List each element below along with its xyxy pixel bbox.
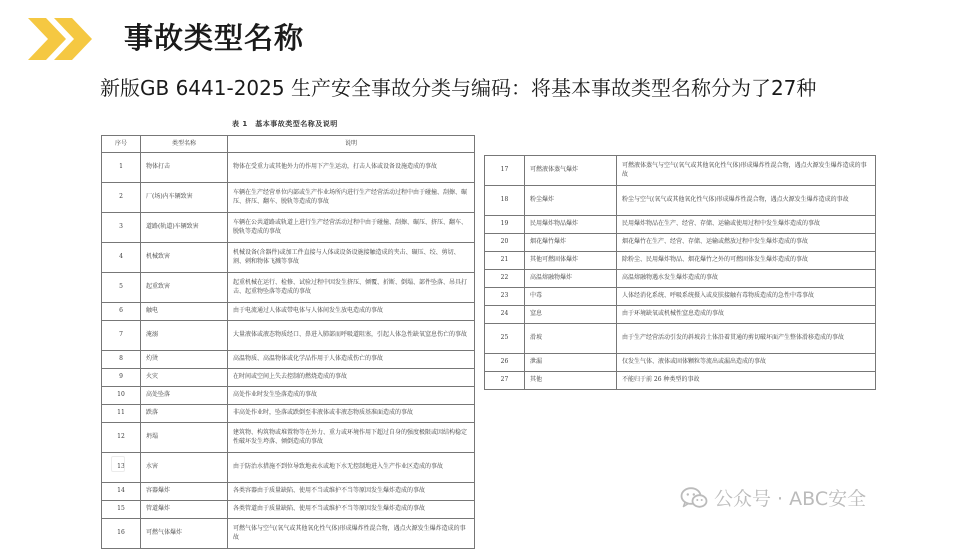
row-type-name: 物体打击 [141,153,228,183]
accident-type-table-left [101,135,475,549]
row-type-name: 水害 [141,453,228,483]
column-header-description: 说明 [228,136,475,153]
table-row [485,354,876,372]
table-row [485,156,876,186]
table-row [102,153,475,183]
row-description: 物体在受重力或其他外力的作用下产生运动，打击人体或设备设施造成的事故 [228,153,475,183]
table-caption: 表 1 基本事故类型名称及说明 [232,120,338,128]
table-row [485,324,876,354]
row-description: 仅发生气体、液体或固体颗粒等流出或漏出造成的事故 [617,354,876,372]
row-type-name: 烟花爆竹爆炸 [525,234,617,252]
row-type-name: 厂(场)内车辆致害 [141,183,228,213]
table-row [102,351,475,369]
row-number: 1 [102,153,141,183]
table-row [102,321,475,351]
table-row [102,273,475,303]
accident-type-table-right [484,155,876,390]
row-number: 7 [102,321,141,351]
row-description: 由于环境缺氧或机械性窒息造成的事故 [617,306,876,324]
row-description: 烟花爆竹在生产、经营、存储、运输或燃放过程中发生爆炸造成的事故 [617,234,876,252]
row-type-name: 民用爆炸物品爆炸 [525,216,617,234]
row-number: 11 [102,405,141,423]
row-number: 5 [102,273,141,303]
table-row [485,372,876,390]
row-description: 大量液体或液态物质经口、鼻进入肺部而呼吸道阻塞，引起人体急性缺氧窒息伤亡的事故 [228,321,475,351]
footer-brand-text: 公众号 · ABC安全 [714,488,867,510]
row-description: 除粉尘、民用爆炸物品、烟花爆竹之外的可燃固体发生爆炸造成的事故 [617,252,876,270]
row-type-name: 可燃气体爆炸 [141,519,228,549]
table-row [485,288,876,306]
row-type-name: 高处坠落 [141,387,228,405]
row-type-name: 粉尘爆炸 [525,186,617,216]
table-row [485,270,876,288]
table-row [102,213,475,243]
row-number: 6 [102,303,141,321]
row-number: 16 [102,519,141,549]
double-chevron-icon [26,16,96,62]
row-number: 9 [102,369,141,387]
row-description: 高温物质、高温物体或化学品作用于人体造成伤亡的事故 [228,351,475,369]
row-description: 在时间或空间上失去控制的燃烧造成的事故 [228,369,475,387]
row-number: 8 [102,351,141,369]
row-number: 2 [102,183,141,213]
page-subtitle: 新版GB 6441-2025 生产安全事故分类与编码：将基本事故类型名称分为了27种 [100,76,817,100]
table-row [485,306,876,324]
row-number: 17 [485,156,525,186]
row-description: 人体经消化系统、呼吸系统摄入或皮肤接触有毒物质造成的急性中毒事故 [617,288,876,306]
row-number: 10 [102,387,141,405]
table-row [485,234,876,252]
row-description: 由于防治水措施不到位导致地表水或地下水无控制地进入生产作业区造成的事故 [228,453,475,483]
row-description: 由于生产经营活动引发的斜坡岩土体沿着贯通的剪切破坏面产生整体滑移造成的事故 [617,324,876,354]
table-row [102,405,475,423]
row-type-name: 其他 [525,372,617,390]
page-title: 事故类型名称 [124,21,305,55]
row-number: 22 [485,270,525,288]
row-description: 由于电流通过人体或带电体与人体间发生放电造成的事故 [228,303,475,321]
table-header-row [102,136,475,153]
table-row [102,303,475,321]
row-type-name: 坍塌 [141,423,228,453]
row-type-name: 淹溺 [141,321,228,351]
row-type-name: 起重致害 [141,273,228,303]
row-number: 3 [102,213,141,243]
row-number: 12 [102,423,141,453]
row-type-name: 容器爆炸 [141,483,228,501]
watermark-mark [111,456,125,472]
row-number: 14 [102,483,141,501]
table-row [485,186,876,216]
table-row [102,243,475,273]
row-type-name: 泄漏 [525,354,617,372]
row-description: 各类容器由于质量缺陷、使用不当或维护不当等原因发生爆炸造成的事故 [228,483,475,501]
table-row [102,423,475,453]
row-description: 建筑物、构筑物或堆置物等在外力、重力或环境作用下超过自身的强度极限或因结构稳定性破坏发生垮落、倾倒造成的事故 [228,423,475,453]
row-type-name: 窒息 [525,306,617,324]
row-type-name: 跌落 [141,405,228,423]
row-description: 非高处作业时，坠落或跌倒至非液体或非液态物质基准面造成的事故 [228,405,475,423]
row-number: 13 [102,453,141,483]
row-type-name: 管道爆炸 [141,501,228,519]
row-description: 机械设备(含器件)或加工件直接与人体或设备设施接触造成的夹击、碾压、绞、剪切、割、刺和物体飞溅等事故 [228,243,475,273]
row-description: 可燃气体与空气(氧气或其他氧化性气体)形成爆炸性混合物，遇点火源发生爆炸造成的事故 [228,519,475,549]
row-description: 车辆在生产经营单位内部或生产作业场所内进行生产经营活动过程中由于碰撞、刮擦、碾压、挤压、翻车、脱轨等造成的事故 [228,183,475,213]
row-number: 25 [485,324,525,354]
row-type-name: 滑坡 [525,324,617,354]
table-row [485,216,876,234]
row-number: 15 [102,501,141,519]
row-description: 高处作业时发生坠落造成的事故 [228,387,475,405]
row-type-name: 其他可燃固体爆炸 [525,252,617,270]
row-number: 20 [485,234,525,252]
row-type-name: 灼烫 [141,351,228,369]
row-number: 27 [485,372,525,390]
row-description: 可燃液体蒸气与空气(氧气或其他氧化性气体)形成爆炸性混合物，遇点火源发生爆炸造成的事故 [617,156,876,186]
row-number: 24 [485,306,525,324]
row-description: 车辆在公共道路或轨道上进行生产经营活动过程中由于碰撞、刮擦、碾压、挤压、翻车、脱轨等造成的事故 [228,213,475,243]
wechat-icon [680,486,708,510]
row-number: 4 [102,243,141,273]
row-type-name: 高温熔融物爆炸 [525,270,617,288]
row-type-name: 火灾 [141,369,228,387]
row-number: 23 [485,288,525,306]
row-number: 26 [485,354,525,372]
row-number: 21 [485,252,525,270]
table-row [102,387,475,405]
row-description: 不能归于前 26 种类型的事故 [617,372,876,390]
table-row [102,453,475,483]
row-number: 18 [485,186,525,216]
column-header-type-name: 类型名称 [141,136,228,153]
table-row [102,483,475,501]
row-description: 粉尘与空气(氧气或其他氧化性气体)形成爆炸性混合物，遇点火源发生爆炸造成的事故 [617,186,876,216]
row-description: 起重机械在运行、检修、试验过程中因发生挤压、倾覆、折断、倒塌、部件坠落、吊具打击、起重物坠落等造成的事故 [228,273,475,303]
footer-brand [680,484,866,511]
table-row [102,501,475,519]
row-description: 民用爆炸物品在生产、经营、存储、运输或使用过程中发生爆炸造成的事故 [617,216,876,234]
table-row [102,369,475,387]
row-description: 高温熔融物遇水发生爆炸造成的事故 [617,270,876,288]
row-type-name: 道路(轨道)车辆致害 [141,213,228,243]
table-row [485,252,876,270]
table-row [102,519,475,549]
table-row [102,183,475,213]
row-type-name: 触电 [141,303,228,321]
row-type-name: 中毒 [525,288,617,306]
column-header-number: 序号 [102,136,141,153]
row-type-name: 机械致害 [141,243,228,273]
row-type-name: 可燃液体蒸气爆炸 [525,156,617,186]
row-number: 19 [485,216,525,234]
row-description: 各类管道由于质量缺陷、使用不当或维护不当等原因发生爆炸造成的事故 [228,501,475,519]
